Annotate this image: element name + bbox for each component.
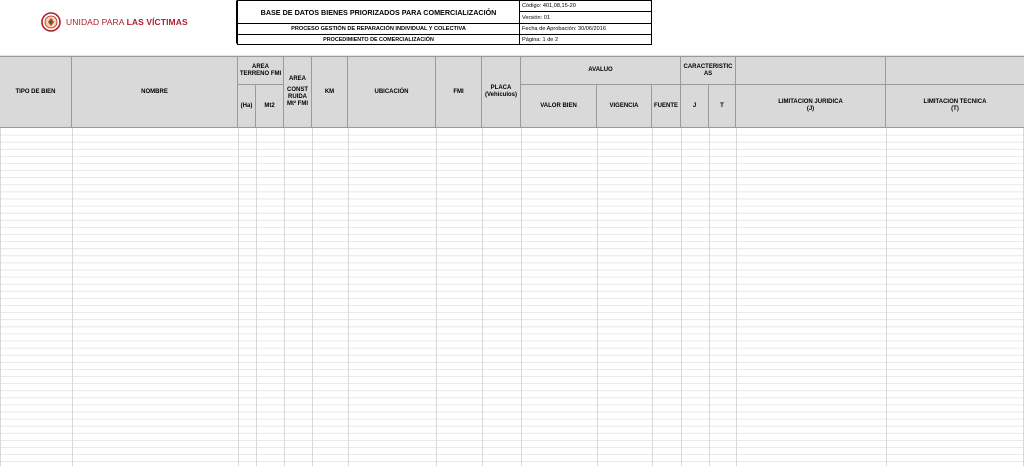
col-fmi[interactable]: FMI [436,57,482,128]
area-const-mid: CONST RUIDA [287,87,308,100]
document-title: BASE DE DATOS BIENES PRIORIZADOS PARA COMERCIALIZACIÓN [237,0,520,24]
col-placa[interactable] [482,57,521,128]
page-number: Página: 1 de 2 [519,34,652,45]
caracteristicas-b: AS [703,70,713,77]
logo-seal-icon [41,12,61,32]
lim-tecnica-label: LIMITACION TECNICA [923,99,987,106]
col-lim-tecnica-top [886,57,1024,85]
col-km[interactable]: KM [312,57,348,128]
col-j[interactable]: J [681,85,709,128]
col-area-terreno[interactable]: AREA TERRENO FMI [238,57,284,85]
placa-sub: (Vehículos) [484,92,517,98]
col-ha[interactable]: (Ha) [238,85,256,128]
spacer-row [0,45,1024,56]
col-ubicacion[interactable]: UBICACIÓN [348,57,436,128]
col-caracteristicas[interactable] [681,57,736,85]
caracteristicas-a: CARACTERISTIC [683,63,733,70]
logo-cell [0,0,237,44]
logo-text: UNIDAD PARA LAS VÍCTIMAS [66,17,188,27]
col-lim-juridica-top [736,57,886,85]
col-avaluo[interactable]: AVALUO [521,57,681,85]
lim-juridica-label: LIMITACION JURIDICA [778,99,843,106]
process-name: PROCESO GESTIÓN DE REPARACIÓN INDIVIDUAL Y COLECTIVA [237,23,520,35]
col-tipo-bien[interactable]: TIPO DE BIEN [0,57,72,128]
col-vigencia[interactable]: VIGENCIA [597,85,652,128]
lim-juridica-sub: (J) [806,106,815,112]
approval-date: Fecha de Aprobación: 30/06/2016 [519,23,652,35]
col-lim-juridica[interactable] [736,85,886,128]
lim-tecnica-sub: (T) [951,106,959,112]
area-const-top: AREA [288,76,306,83]
col-mt2[interactable]: Mt2 [256,85,284,128]
document-version: Versión: 01 [519,11,652,24]
area-const-unit: Mt² FMI [287,100,308,107]
col-nombre[interactable]: NOMBRE [72,57,238,128]
document-code: Código: 401,08,15-20 [519,0,652,12]
col-t[interactable]: T [709,85,736,128]
procedure-name: PROCEDIMIENTO DE COMERCIALIZACIÓN [237,34,520,45]
col-lim-tecnica[interactable] [886,85,1024,128]
col-area-construida[interactable] [284,57,312,128]
placa-label: PLACA [490,85,512,92]
col-valor-bien[interactable]: VALOR BIEN [521,85,597,128]
col-fuente[interactable]: FUENTE [652,85,681,128]
table-header [0,56,1024,128]
data-grid[interactable] [0,128,1024,466]
